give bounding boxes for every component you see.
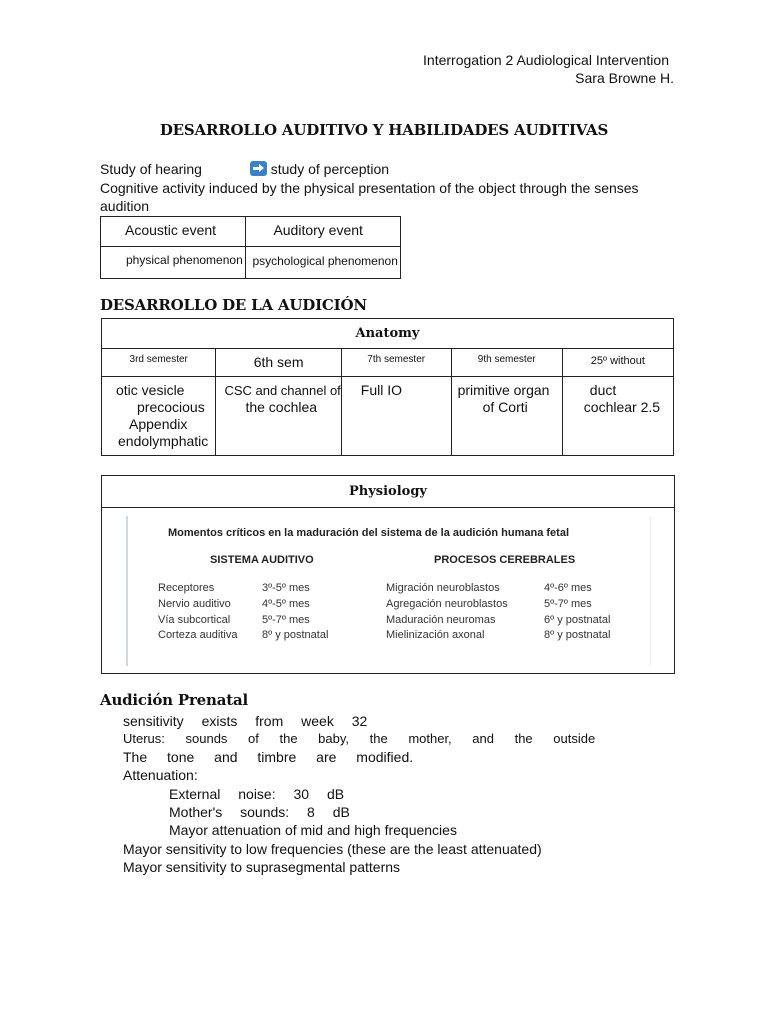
prenatal-line-1: sensitivity exists from week 32 — [123, 713, 368, 729]
prenatal-line-5: External noise: 30 dB — [169, 786, 345, 802]
prenatal-line-6: Mother's sounds: 8 dB — [169, 804, 350, 820]
left-row-value: 4º-5º mes — [262, 598, 310, 610]
left-row-value: 5º-7º mes — [262, 614, 310, 626]
left-row-label: Nervio auditivo — [158, 598, 231, 610]
physiology-title: Physiology — [102, 476, 674, 508]
cell-text: Appendix — [129, 416, 188, 432]
prenatal-line-8: Mayor sensitivity to low frequencies (these are the least attenuated) — [123, 841, 542, 857]
right-row-label: Maduración neuromas — [386, 614, 496, 626]
right-row-label: Migración neuroblastos — [386, 582, 500, 594]
prenatal-line-7: Mayor attenuation of mid and high frequencies — [169, 822, 457, 838]
event-table — [100, 216, 401, 279]
cell-text: otic vesicle — [116, 382, 185, 398]
prenatal-line-3: The tone and timbre are modified. — [123, 749, 414, 765]
physical-phenomenon-cell: physical phenomenon — [101, 247, 246, 279]
right-row-value: 5º-7º mes — [544, 598, 592, 610]
cell-text: primitive organ — [457, 382, 550, 398]
cell-text: cochlear 2.5 — [583, 399, 661, 415]
semester-3rd: 3rd semester — [102, 349, 216, 377]
header-course: Interrogation 2 Audiological Intervention — [423, 52, 669, 68]
prenatal-line-4: Attenuation: — [123, 767, 198, 783]
cell-text: CSC and channel of — [224, 383, 341, 398]
left-row-label: Receptores — [158, 582, 215, 594]
right-row-label: Agregación neuroblastos — [386, 598, 508, 610]
semester-6th: 6th sem — [216, 349, 341, 377]
anatomy-cell-7th — [341, 377, 451, 456]
figure-title: Momentos críticos en la maduración del sistema de la audición humana fetal — [168, 527, 569, 539]
left-row-label: Corteza auditiva — [158, 629, 238, 641]
cell-text: precocious — [137, 399, 205, 415]
section-title-prenatal: Audición Prenatal — [100, 691, 248, 709]
semester-7th: 7th semester — [341, 349, 451, 377]
semester-25: 25º without — [562, 349, 673, 377]
study-right: study of perception — [270, 161, 390, 177]
left-row-label: Vía subcortical — [158, 614, 231, 626]
right-row-label: Mielinización axonal — [386, 629, 485, 641]
maturation-figure — [126, 516, 651, 666]
right-row-value: 4º-6º mes — [544, 582, 592, 594]
left-row-value: 8º y postnatal — [262, 629, 329, 641]
anatomy-cell-9th — [451, 377, 562, 456]
intro-line-3: audition — [100, 198, 150, 214]
anatomy-cell-25 — [562, 377, 673, 456]
auditory-event-header: Auditory event — [246, 217, 401, 247]
right-row-value: 8º y postnatal — [544, 629, 611, 641]
right-row-value: 6º y postnatal — [544, 614, 611, 626]
psychological-phenomenon-cell: psychological phenomenon — [246, 247, 401, 279]
intro-line-2: Cognitive activity induced by the physical presentation of the object through the senses — [100, 180, 639, 196]
cell-text: duct — [589, 382, 617, 398]
anatomy-table — [101, 318, 674, 456]
right-arrow-icon — [250, 161, 267, 176]
page-title: DESARROLLO AUDITIVO Y HABILIDADES AUDITIVAS — [159, 121, 609, 139]
prenatal-line-2: Uterus: sounds of the baby, the mother, and the outside — [123, 731, 596, 746]
anatomy-cell-3rd — [102, 377, 216, 456]
prenatal-line-9: Mayor sensitivity to suprasegmental patterns — [123, 859, 401, 875]
section-title-desarrollo: DESARROLLO DE LA AUDICIÓN — [100, 296, 367, 314]
left-row-value: 3º-5º mes — [262, 582, 310, 594]
anatomy-title: Anatomy — [102, 319, 674, 349]
cell-text: endolymphatic — [118, 433, 209, 449]
cell-text: Full IO — [360, 382, 403, 398]
physiology-box — [101, 475, 675, 674]
anatomy-cell-6th — [216, 377, 341, 456]
header-author: Sara Browne H. — [575, 70, 674, 86]
figure-right-header: PROCESOS CEREBRALES — [434, 554, 576, 566]
cell-text: the cochlea — [245, 399, 318, 415]
semester-9th: 9th semester — [451, 349, 562, 377]
study-left: Study of hearing — [100, 161, 202, 177]
acoustic-event-header: Acoustic event — [101, 217, 246, 247]
intro-line-1 — [100, 161, 389, 177]
figure-left-header: SISTEMA AUDITIVO — [210, 554, 314, 566]
cell-text: of Corti — [482, 399, 528, 415]
